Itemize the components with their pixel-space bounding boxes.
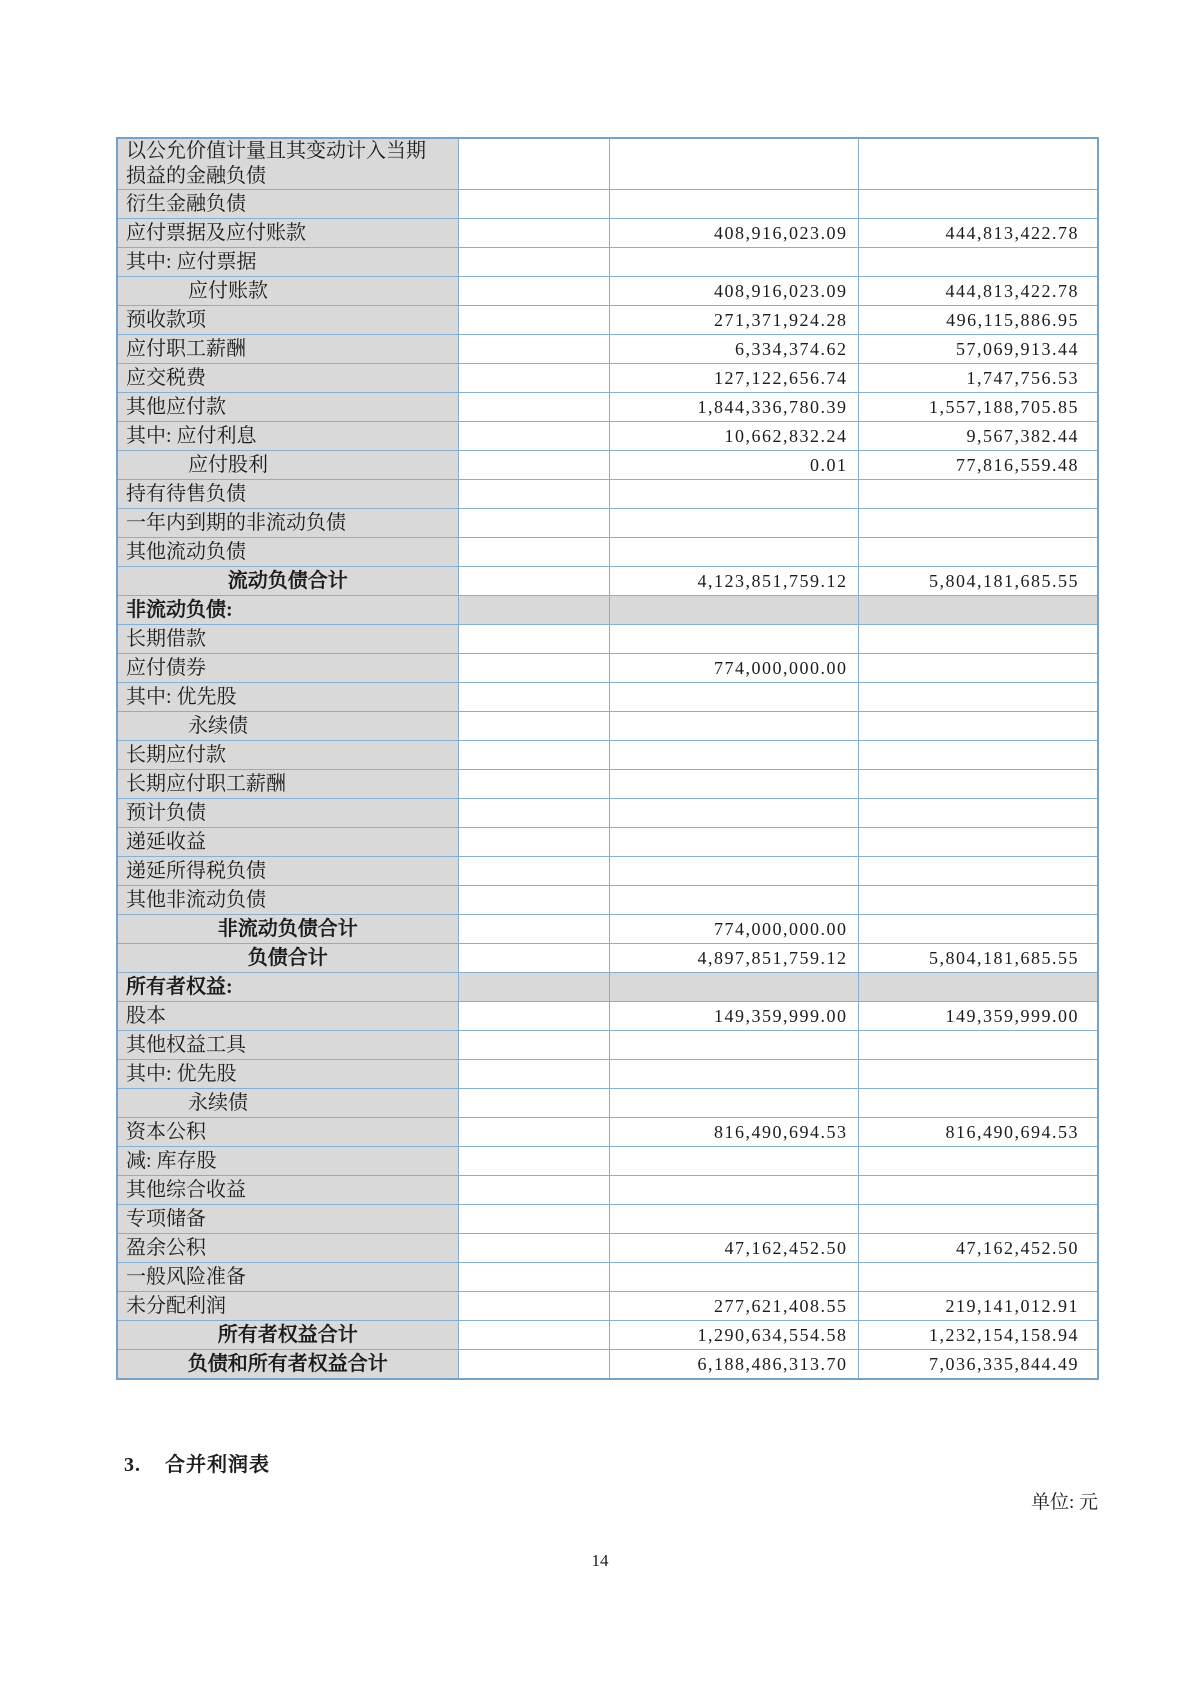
value-prior-cell [858, 480, 1098, 509]
value-prior-cell [858, 1263, 1098, 1292]
item-label-cell: 衍生金融负债 [117, 190, 458, 219]
item-label-cell: 应交税费 [117, 364, 458, 393]
item-label-cell: 应付账款 [117, 277, 458, 306]
table-row [117, 1292, 1098, 1321]
section-heading-title: 合并利润表 [165, 1454, 270, 1476]
value-current-cell [609, 973, 858, 1002]
value-prior-cell [858, 886, 1098, 915]
table-row [117, 944, 1098, 973]
item-label-cell: 所有者权益合计 [117, 1321, 458, 1350]
item-label-cell: 其他非流动负债 [117, 886, 458, 915]
table-row [117, 364, 1098, 393]
table-row [117, 306, 1098, 335]
table-row [117, 1031, 1098, 1060]
notes-cell [458, 1292, 609, 1321]
item-label-cell: 永续债 [117, 1089, 458, 1118]
value-prior-cell [858, 915, 1098, 944]
value-prior-cell [858, 1031, 1098, 1060]
notes-cell [458, 1031, 609, 1060]
table-row [117, 1321, 1098, 1350]
table-row [117, 393, 1098, 422]
table-row [117, 1234, 1098, 1263]
item-label-cell: 应付职工薪酬 [117, 335, 458, 364]
value-prior-cell [858, 828, 1098, 857]
value-prior-cell [858, 770, 1098, 799]
item-label-cell: 长期借款 [117, 625, 458, 654]
value-prior-cell [858, 1205, 1098, 1234]
notes-cell [458, 277, 609, 306]
table-row [117, 422, 1098, 451]
value-current-cell: 1,844,336,780.39 [609, 393, 858, 422]
notes-cell [458, 828, 609, 857]
balance-sheet-table-container [116, 137, 1099, 1380]
table-row [117, 277, 1098, 306]
value-current-cell [609, 799, 858, 828]
table-row [117, 1147, 1098, 1176]
notes-cell [458, 422, 609, 451]
notes-cell [458, 741, 609, 770]
item-label-cell: 应付股利 [117, 451, 458, 480]
value-prior-cell: 149,359,999.00 [858, 1002, 1098, 1031]
value-prior-cell [858, 683, 1098, 712]
value-prior-cell: 444,813,422.78 [858, 219, 1098, 248]
value-prior-cell: 444,813,422.78 [858, 277, 1098, 306]
notes-cell [458, 1089, 609, 1118]
value-current-cell: 408,916,023.09 [609, 219, 858, 248]
value-current-cell [609, 248, 858, 277]
table-row [117, 683, 1098, 712]
item-label-cell: 永续债 [117, 712, 458, 741]
value-prior-cell: 1,557,188,705.85 [858, 393, 1098, 422]
value-current-cell: 774,000,000.00 [609, 654, 858, 683]
value-prior-cell [858, 857, 1098, 886]
item-label-cell: 专项储备 [117, 1205, 458, 1234]
item-label-cell: 一年内到期的非流动负债 [117, 509, 458, 538]
notes-cell [458, 306, 609, 335]
item-label-cell: 应付票据及应付账款 [117, 219, 458, 248]
value-current-cell: 774,000,000.00 [609, 915, 858, 944]
item-label-cell: 非流动负债: [117, 596, 458, 625]
value-current-cell: 149,359,999.00 [609, 1002, 858, 1031]
table-row [117, 1118, 1098, 1147]
item-label-cell: 其他权益工具 [117, 1031, 458, 1060]
value-prior-cell [858, 1147, 1098, 1176]
value-prior-cell: 9,567,382.44 [858, 422, 1098, 451]
table-row [117, 915, 1098, 944]
value-current-cell [609, 625, 858, 654]
notes-cell [458, 451, 609, 480]
value-current-cell: 10,662,832.24 [609, 422, 858, 451]
table-row [117, 625, 1098, 654]
value-current-cell: 271,371,924.28 [609, 306, 858, 335]
notes-cell [458, 1176, 609, 1205]
value-current-cell [609, 190, 858, 219]
notes-cell [458, 857, 609, 886]
notes-cell [458, 944, 609, 973]
value-current-cell [609, 1060, 858, 1089]
balance-sheet-body [117, 138, 1098, 1379]
item-label-cell: 流动负债合计 [117, 567, 458, 596]
item-label-cell: 其中: 应付利息 [117, 422, 458, 451]
section-heading [124, 1448, 270, 1477]
balance-sheet-table [116, 137, 1099, 1380]
value-current-cell [609, 538, 858, 567]
item-label-cell: 其中: 应付票据 [117, 248, 458, 277]
value-current-cell: 47,162,452.50 [609, 1234, 858, 1263]
value-current-cell [609, 1031, 858, 1060]
item-label-cell: 其中: 优先股 [117, 683, 458, 712]
value-current-cell [609, 1176, 858, 1205]
value-current-cell [609, 596, 858, 625]
value-prior-cell: 5,804,181,685.55 [858, 944, 1098, 973]
table-row [117, 480, 1098, 509]
unit-label: 单位: 元 [1030, 1492, 1098, 1513]
value-current-cell: 4,897,851,759.12 [609, 944, 858, 973]
table-row [117, 770, 1098, 799]
section-heading-number: 3. [124, 1454, 141, 1476]
value-current-cell [609, 741, 858, 770]
item-label-cell: 负债合计 [117, 944, 458, 973]
value-prior-cell [858, 741, 1098, 770]
value-current-cell [609, 480, 858, 509]
notes-cell [458, 1234, 609, 1263]
item-label-cell: 预计负债 [117, 799, 458, 828]
item-label-cell: 预收款项 [117, 306, 458, 335]
notes-cell [458, 1002, 609, 1031]
value-prior-cell: 7,036,335,844.49 [858, 1350, 1098, 1380]
value-prior-cell [858, 625, 1098, 654]
notes-cell [458, 480, 609, 509]
table-row [117, 1263, 1098, 1292]
notes-cell [458, 335, 609, 364]
table-row [117, 654, 1098, 683]
value-current-cell: 127,122,656.74 [609, 364, 858, 393]
table-row [117, 509, 1098, 538]
table-row [117, 1176, 1098, 1205]
notes-cell [458, 364, 609, 393]
item-label-cell: 其中: 优先股 [117, 1060, 458, 1089]
item-label-cell: 未分配利润 [117, 1292, 458, 1321]
table-row [117, 1350, 1098, 1380]
item-label-cell: 非流动负债合计 [117, 915, 458, 944]
item-label-cell: 所有者权益: [117, 973, 458, 1002]
item-label-cell: 长期应付款 [117, 741, 458, 770]
notes-cell [458, 973, 609, 1002]
notes-cell [458, 654, 609, 683]
notes-cell [458, 567, 609, 596]
item-label-cell: 应付债券 [117, 654, 458, 683]
table-row [117, 596, 1098, 625]
value-prior-cell: 47,162,452.50 [858, 1234, 1098, 1263]
table-row [117, 1205, 1098, 1234]
value-prior-cell: 57,069,913.44 [858, 335, 1098, 364]
value-prior-cell: 5,804,181,685.55 [858, 567, 1098, 596]
table-row [117, 567, 1098, 596]
value-current-cell [609, 712, 858, 741]
item-label-cell: 持有待售负债 [117, 480, 458, 509]
value-prior-cell [858, 1089, 1098, 1118]
table-row [117, 799, 1098, 828]
notes-cell [458, 1118, 609, 1147]
table-row [117, 248, 1098, 277]
value-prior-cell: 1,747,756.53 [858, 364, 1098, 393]
table-row [117, 741, 1098, 770]
value-prior-cell [858, 973, 1098, 1002]
value-prior-cell: 816,490,694.53 [858, 1118, 1098, 1147]
notes-cell [458, 190, 609, 219]
value-prior-cell: 77,816,559.48 [858, 451, 1098, 480]
value-prior-cell [858, 138, 1098, 190]
value-prior-cell [858, 799, 1098, 828]
notes-cell [458, 596, 609, 625]
value-current-cell [609, 1263, 858, 1292]
value-prior-cell [858, 654, 1098, 683]
table-row [117, 190, 1098, 219]
value-current-cell: 816,490,694.53 [609, 1118, 858, 1147]
notes-cell [458, 799, 609, 828]
notes-cell [458, 625, 609, 654]
item-label-cell: 递延所得税负债 [117, 857, 458, 886]
table-row [117, 538, 1098, 567]
notes-cell [458, 915, 609, 944]
notes-cell [458, 1147, 609, 1176]
value-current-cell: 408,916,023.09 [609, 277, 858, 306]
notes-cell [458, 1060, 609, 1089]
value-prior-cell: 1,232,154,158.94 [858, 1321, 1098, 1350]
value-current-cell [609, 1147, 858, 1176]
table-row [117, 973, 1098, 1002]
table-row [117, 857, 1098, 886]
value-prior-cell [858, 509, 1098, 538]
table-row [117, 138, 1098, 190]
value-current-cell: 277,621,408.55 [609, 1292, 858, 1321]
notes-cell [458, 248, 609, 277]
value-prior-cell: 219,141,012.91 [858, 1292, 1098, 1321]
value-current-cell [609, 683, 858, 712]
table-row [117, 451, 1098, 480]
item-label-cell: 资本公积 [117, 1118, 458, 1147]
value-current-cell: 0.01 [609, 451, 858, 480]
table-row [117, 828, 1098, 857]
value-prior-cell [858, 248, 1098, 277]
value-prior-cell [858, 190, 1098, 219]
value-current-cell [609, 509, 858, 538]
value-current-cell [609, 1205, 858, 1234]
item-label-cell: 盈余公积 [117, 1234, 458, 1263]
value-current-cell [609, 857, 858, 886]
table-row [117, 712, 1098, 741]
notes-cell [458, 1350, 609, 1380]
notes-cell [458, 1321, 609, 1350]
notes-cell [458, 712, 609, 741]
value-current-cell [609, 828, 858, 857]
value-prior-cell: 496,115,886.95 [858, 306, 1098, 335]
item-label-cell: 股本 [117, 1002, 458, 1031]
item-label-cell: 其他应付款 [117, 393, 458, 422]
table-row [117, 1060, 1098, 1089]
value-current-cell [609, 138, 858, 190]
value-prior-cell [858, 1176, 1098, 1205]
value-prior-cell [858, 596, 1098, 625]
value-current-cell: 6,188,486,313.70 [609, 1350, 858, 1380]
value-prior-cell [858, 538, 1098, 567]
notes-cell [458, 1205, 609, 1234]
notes-cell [458, 683, 609, 712]
notes-cell [458, 770, 609, 799]
item-label-cell: 其他综合收益 [117, 1176, 458, 1205]
value-current-cell: 1,290,634,554.58 [609, 1321, 858, 1350]
notes-cell [458, 886, 609, 915]
item-label-cell: 递延收益 [117, 828, 458, 857]
value-current-cell: 4,123,851,759.12 [609, 567, 858, 596]
notes-cell [458, 393, 609, 422]
table-row [117, 1089, 1098, 1118]
table-row [117, 335, 1098, 364]
item-label-cell: 以公允价值计量且其变动计入当期损益的金融负债 [117, 138, 458, 190]
item-label-cell: 减: 库存股 [117, 1147, 458, 1176]
item-label-cell: 负债和所有者权益合计 [117, 1350, 458, 1380]
value-prior-cell [858, 712, 1098, 741]
notes-cell [458, 1263, 609, 1292]
notes-cell [458, 219, 609, 248]
value-current-cell [609, 886, 858, 915]
value-prior-cell [858, 1060, 1098, 1089]
value-current-cell: 6,334,374.62 [609, 335, 858, 364]
notes-cell [458, 138, 609, 190]
value-current-cell [609, 1089, 858, 1118]
item-label-cell: 其他流动负债 [117, 538, 458, 567]
page-number: 14 [591, 1551, 609, 1570]
item-label-cell: 一般风险准备 [117, 1263, 458, 1292]
notes-cell [458, 538, 609, 567]
notes-cell [458, 509, 609, 538]
table-row [117, 1002, 1098, 1031]
table-row [117, 219, 1098, 248]
table-row [117, 886, 1098, 915]
item-label-cell: 长期应付职工薪酬 [117, 770, 458, 799]
value-current-cell [609, 770, 858, 799]
